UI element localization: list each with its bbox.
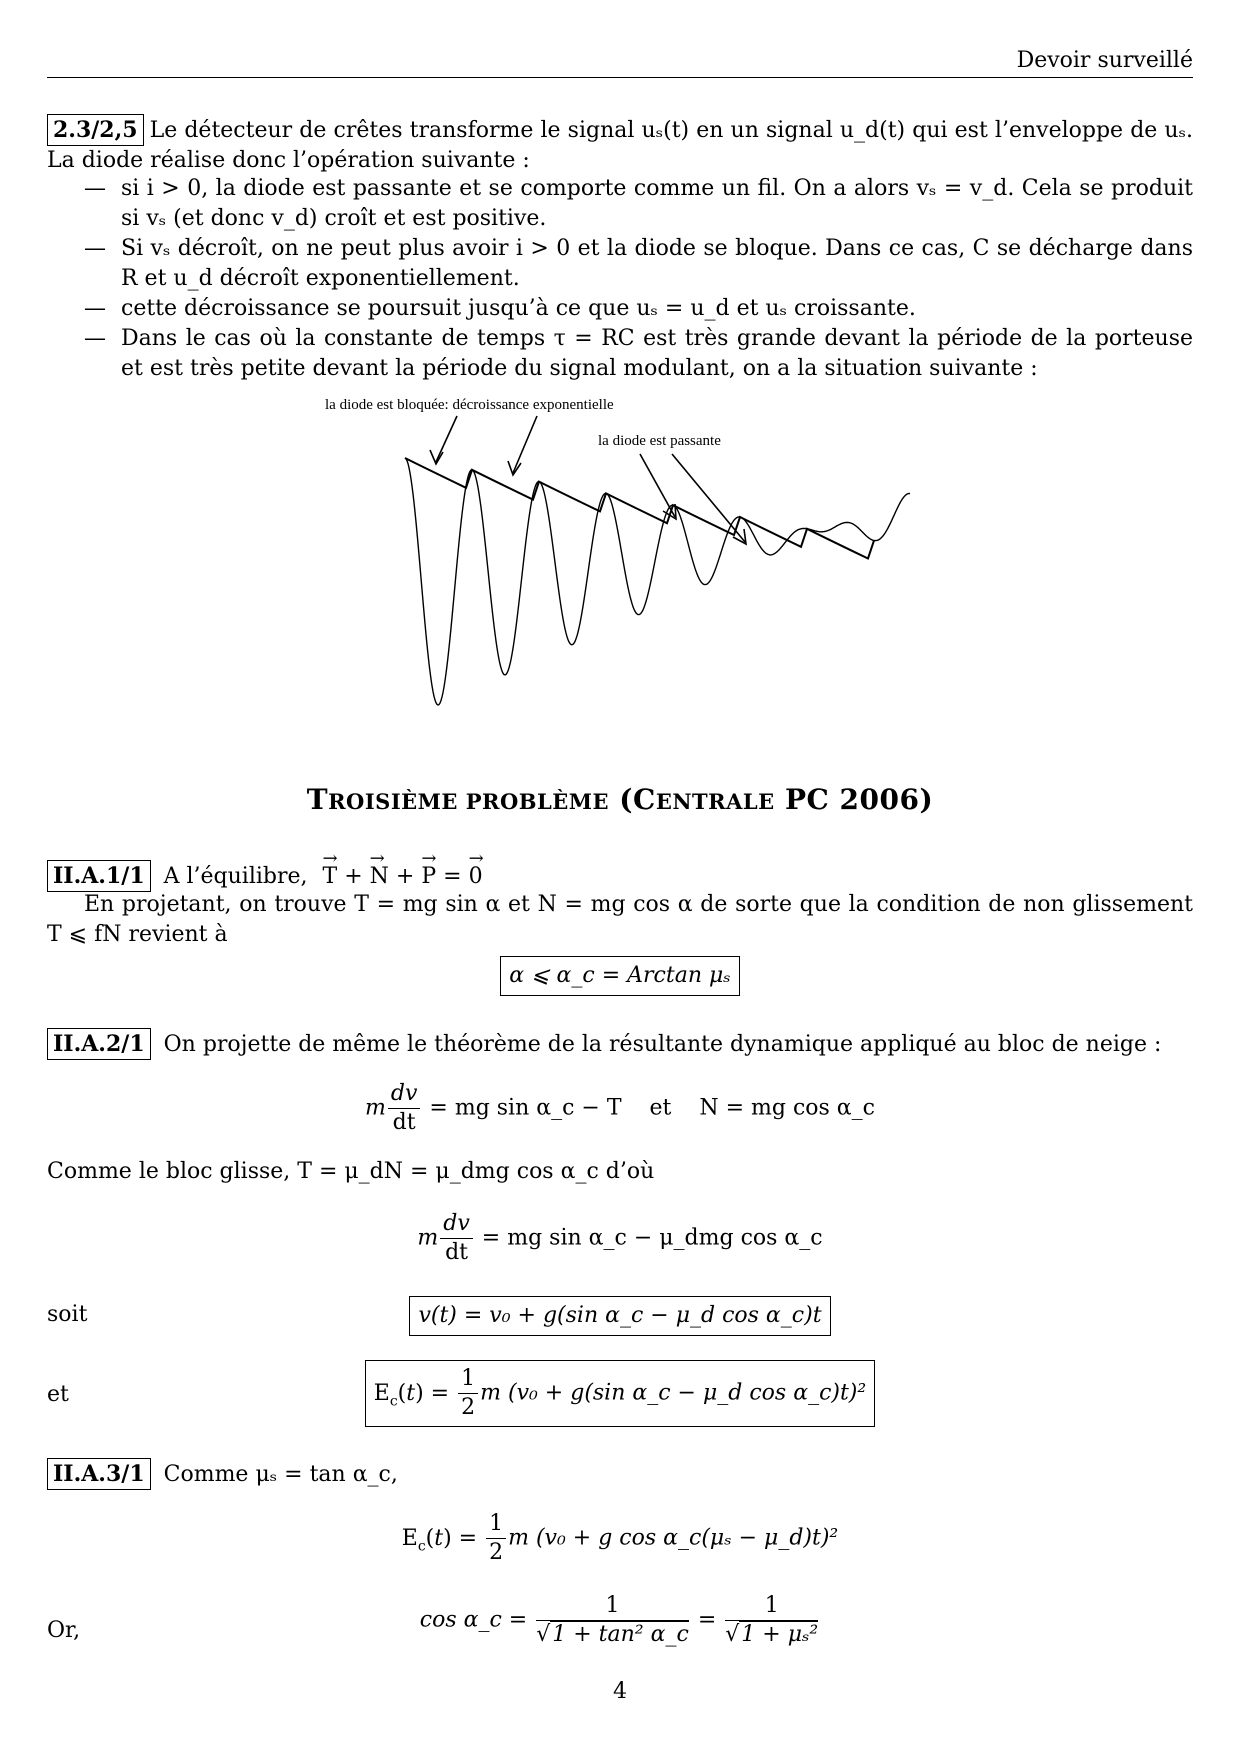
sqrt-content: 1 + tan² α_c <box>552 1622 689 1647</box>
list-item <box>47 174 1193 234</box>
vector-arrow-icon: → <box>468 848 484 869</box>
arrow-passing-1 <box>640 454 675 517</box>
ec-expression: m (v₀ + g cos α_c(μₛ − μ_d)t)² <box>508 1525 839 1551</box>
vector-arrow-icon: → <box>322 848 338 869</box>
qIIA2-line <box>47 1028 1193 1060</box>
qIIA3-line <box>47 1458 1193 1490</box>
boxed-result: v(t) = v₀ + g(sin α_c − μ_d cos α_c)t <box>409 1296 830 1336</box>
qIIA1-projection: En projetant, on trouve T = mg sin α et N = mg cos α de sorte que la condition de non glissement T ⩽ fN revient à <box>47 892 1193 947</box>
qIIA3-text: Comme μₛ = tan α_c, <box>163 1462 398 1487</box>
vector-letter: P <box>421 864 437 889</box>
question-label: II.A.2/1 <box>47 1028 151 1060</box>
arrow-blocked-1 <box>436 416 457 462</box>
bullet-text: Dans le cas où la constante de temps τ = RC est très grande devant la période de la porteuse et est très petite devant la période du signal modulant, on a la situation suivante : <box>121 326 1193 381</box>
section-title <box>0 785 1240 817</box>
question-label: II.A.1/1 <box>47 860 151 892</box>
bullet-text: Si vₛ décroît, on ne peut plus avoir i > 0 et la diode se bloque. Dans ce cas, C se décharge dans R et u_d décroît exponentiellement. <box>121 236 1193 291</box>
envelope-curve <box>405 458 874 559</box>
dash-marker: — <box>84 176 106 201</box>
qIIA2-glisse: Comme le bloc glisse, T = μ_dN = μ_dmg cos α_c d’où <box>47 1159 655 1184</box>
cos-lhs: cos α_c = <box>419 1607 528 1633</box>
vector-P <box>421 848 437 892</box>
q23-intro <box>47 114 1193 176</box>
signal-path <box>405 458 910 705</box>
dash-marker: — <box>84 326 106 351</box>
eq-mass: m <box>417 1225 439 1251</box>
qIIA1-result-line <box>47 956 1193 996</box>
title-paren: ( <box>619 783 634 816</box>
ec-equation-2: $E_c(t)$ = $\frac{1}{2}$ m (v₀ + g cos α_c(μₛ − μ_d)t)² <box>401 1511 839 1565</box>
vector-arrow-icon: → <box>369 848 385 869</box>
q23-bullet-list <box>47 174 1193 384</box>
equation-2 <box>47 1210 1193 1267</box>
dash-marker: — <box>84 236 106 261</box>
eq1-rhs: = mg sin α_c − T et N = mg cos α_c <box>429 1095 875 1121</box>
fraction-cos-mu <box>725 1592 818 1649</box>
envelope-detector-figure <box>0 390 1240 750</box>
vector-arrow-icon: → <box>421 848 437 869</box>
modulated-signal-curve <box>405 458 910 705</box>
qIIA2-text: On projette de même le théorème de la résultante dynamique appliqué au bloc de neige : <box>163 1032 1162 1057</box>
q23-intro-text: Le détecteur de crêtes transforme le signal uₛ(t) en un signal u_d(t) qui est l’enveloppe de uₛ. La diode réalise donc l’opération suivante : <box>47 118 1193 173</box>
frac-denominator: √1 + tan² α_c <box>536 1622 689 1647</box>
frac-numerator: 1 <box>458 1365 478 1394</box>
equation-1 <box>47 1080 1193 1137</box>
vector-letter: N <box>369 864 389 889</box>
bullet-text: cette décroissance se poursuit jusqu’à ce que uₛ = u_d et uₛ croissante. <box>121 296 916 321</box>
list-item <box>47 324 1193 384</box>
vector-letter: T <box>322 864 338 889</box>
frac-numerator: 1 <box>486 1510 506 1539</box>
frac-numerator: 1 <box>536 1592 689 1621</box>
fraction-dv-dt <box>440 1210 473 1267</box>
envelope-path <box>405 458 874 559</box>
label-or: Or, <box>47 1618 81 1643</box>
title-smallcaps: ROISIÈME PROBLÈME <box>328 789 610 814</box>
v-result-line <box>47 1296 1193 1336</box>
label-diode-passing: la diode est passante <box>598 433 721 449</box>
list-item <box>47 294 1193 324</box>
list-item <box>47 234 1193 294</box>
eq-mass: m <box>365 1095 386 1121</box>
question-label: 2.3/2,5 <box>47 114 144 146</box>
title-end: PC 2006) <box>784 783 934 816</box>
frac-numerator: dv <box>388 1080 421 1109</box>
vector-zero <box>468 848 484 892</box>
bullet-text: si i > 0, la diode est passante et se comporte comme un fil. On a alors vₛ = v_d. Cela se produit si vₛ (et donc v_d) croît et est positive. <box>121 176 1193 231</box>
page-number: 4 <box>613 1679 627 1704</box>
vector-N <box>369 848 389 892</box>
eq2-rhs: = mg sin α_c − μ_dmg cos α_c <box>481 1225 823 1251</box>
frac-denominator: √1 + μₛ² <box>725 1622 819 1647</box>
ec-result-line <box>47 1360 1193 1427</box>
label-soit: soit <box>47 1302 88 1327</box>
frac-denominator: 2 <box>461 1395 476 1420</box>
vector-T <box>322 848 338 892</box>
sqrt-content: 1 + μₛ² <box>741 1622 819 1647</box>
ec-expression: m (v₀ + g(sin α_c − μ_d cos α_c)t)² <box>480 1380 867 1406</box>
arrow-passing-2 <box>672 454 745 542</box>
label-diode-blocked: la diode est bloquée: décroissance exponentielle <box>325 397 614 413</box>
qIIA1-text: A l’équilibre, <box>163 864 308 889</box>
frac-numerator: 1 <box>725 1592 818 1621</box>
vector-letter: 0 <box>468 864 483 889</box>
frac-numerator: dv <box>440 1210 473 1239</box>
frac-denominator: dt <box>392 1110 416 1135</box>
title-initial: T <box>306 783 329 816</box>
dash-marker: — <box>84 296 106 321</box>
arrow-blocked-2 <box>513 416 537 473</box>
fraction-half <box>458 1365 478 1422</box>
header-title: Devoir surveillé <box>1016 48 1193 73</box>
boxed-result: α ⩽ α_c = Arctan μₛ <box>500 956 739 996</box>
frac-denominator: dt <box>445 1240 468 1265</box>
fraction-half <box>486 1510 506 1567</box>
fraction-dv-dt <box>388 1080 421 1137</box>
frac-denominator: 2 <box>489 1540 504 1565</box>
title-initial: C <box>633 783 656 816</box>
title-smallcaps: ENTRALE <box>655 789 775 814</box>
header-rule <box>47 77 1193 78</box>
fraction-cos-tan <box>536 1592 689 1649</box>
boxed-result: $E_c(t)$ = $\frac{1}{2}$ m (v₀ + g(sin α_c − μ_d cos α_c)t)² <box>365 1360 875 1427</box>
label-et: et <box>47 1382 69 1407</box>
question-label: II.A.3/1 <box>47 1458 151 1490</box>
vector-equation: → T + → N + → P = → 0 <box>323 864 483 889</box>
qIIA1-line <box>47 848 1193 892</box>
cos-equation: cos α_c = $\frac{1}{\text{√1 + tan² α\_c}}$ = $\frac{1}{\text{√1 + μₛ²}}$ <box>419 1593 819 1647</box>
